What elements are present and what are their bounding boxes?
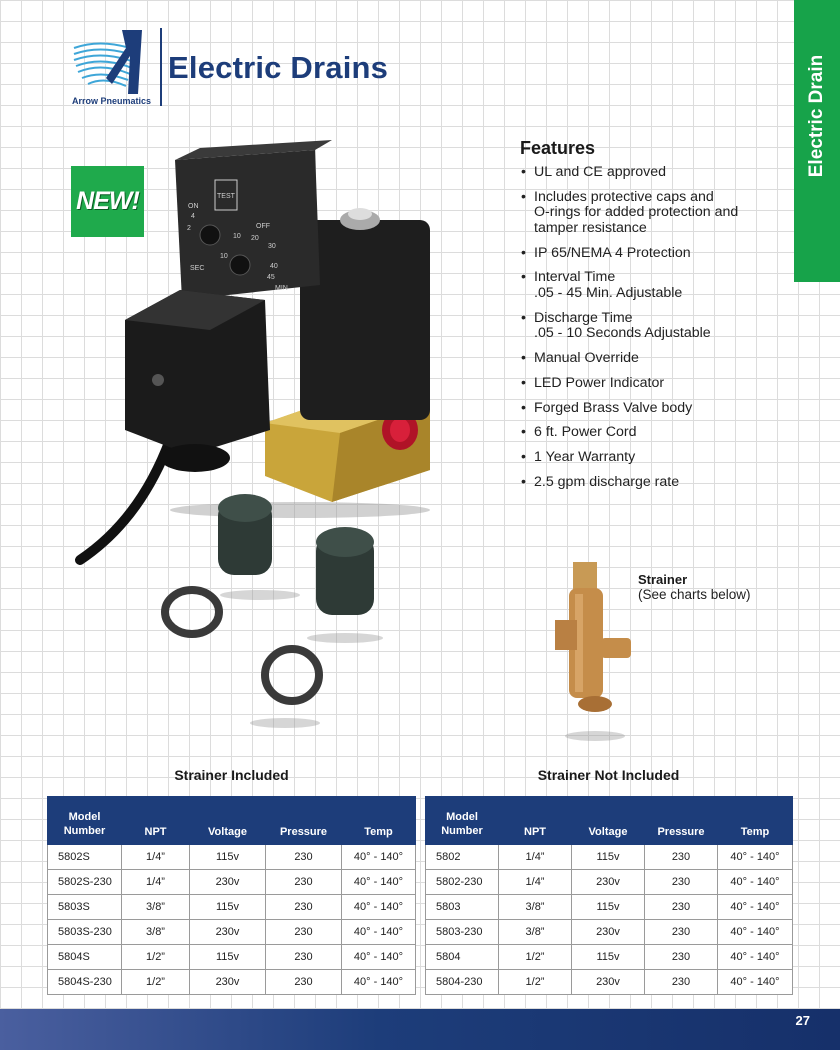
cell-model: 5804S-230 [48, 970, 122, 995]
cell-npt: 3/8” [122, 920, 190, 945]
table-row [48, 970, 416, 995]
col-header-model [48, 797, 122, 845]
cell-temp: 40° - 140° [342, 870, 416, 895]
timer-label-20: 20 [251, 235, 259, 242]
table-row [426, 920, 793, 945]
cell-temp: 40° - 140° [342, 895, 416, 920]
timer-label-min: MIN [275, 285, 288, 292]
cell-npt: 3/8” [499, 895, 572, 920]
col-header-voltage: Voltage [572, 797, 645, 845]
col-header-pressure: Pressure [266, 797, 342, 845]
timer-label-on: ON [188, 203, 199, 210]
cell-temp: 40° - 140° [342, 970, 416, 995]
table-row [48, 845, 416, 870]
cell-temp: 40° - 140° [718, 970, 793, 995]
feature-item: • UL and CE approved [520, 165, 790, 181]
cell-pressure: 230 [645, 895, 718, 920]
cell-voltage: 115v [572, 845, 645, 870]
feature-item: • Forged Brass Valve body [520, 401, 790, 417]
cell-voltage: 115v [190, 895, 266, 920]
cell-npt: 1/4” [499, 845, 572, 870]
cell-voltage: 230v [572, 970, 645, 995]
col-header-npt: NPT [499, 797, 572, 845]
feature-item: • IP 65/NEMA 4 Protection [520, 246, 790, 262]
cell-model: 5803-230 [426, 920, 499, 945]
features-heading: Features [520, 138, 596, 158]
cell-npt: 1/2” [122, 970, 190, 995]
cell-temp: 40° - 140° [342, 945, 416, 970]
cell-voltage: 230v [190, 870, 266, 895]
cell-npt: 1/4” [122, 845, 190, 870]
col-header-pressure: Pressure [645, 797, 718, 845]
cell-temp: 40° - 140° [718, 920, 793, 945]
strainer-not-included-table [425, 796, 793, 995]
col-header-temp: Temp [342, 797, 416, 845]
table-row [426, 970, 793, 995]
cell-temp: 40° - 140° [718, 945, 793, 970]
cell-temp: 40° - 140° [342, 920, 416, 945]
cell-pressure: 230 [266, 945, 342, 970]
cell-temp: 40° - 140° [718, 895, 793, 920]
table-row [48, 920, 416, 945]
cell-npt: 3/8” [499, 920, 572, 945]
cell-pressure: 230 [645, 920, 718, 945]
cell-voltage: 115v [572, 945, 645, 970]
table-header-row [426, 797, 793, 845]
cell-model: 5804S [48, 945, 122, 970]
cell-pressure: 230 [266, 895, 342, 920]
page-title: Electric Drains [168, 50, 389, 85]
strainer-included-table [47, 796, 416, 995]
timer-label-45: 45 [267, 274, 275, 281]
timer-label-10-sec: 10 [220, 253, 228, 260]
cell-npt: 1/4” [122, 870, 190, 895]
col-header-model-text: Model Number [441, 811, 483, 837]
cell-voltage: 230v [190, 970, 266, 995]
cell-pressure: 230 [645, 970, 718, 995]
feature-item: • LED Power Indicator [520, 376, 790, 392]
col-header-npt: NPT [122, 797, 190, 845]
feature-item: • Discharge Time .05 - 10 Seconds Adjustable [520, 311, 790, 342]
cell-pressure: 230 [266, 870, 342, 895]
cell-model: 5802S [48, 845, 122, 870]
cell-npt: 1/2” [499, 970, 572, 995]
cell-temp: 40° - 140° [718, 845, 793, 870]
cell-pressure: 230 [266, 845, 342, 870]
feature-item: • Interval Time .05 - 45 Min. Adjustable [520, 270, 790, 301]
cell-voltage: 115v [190, 845, 266, 870]
cell-voltage: 115v [190, 945, 266, 970]
cell-voltage: 115v [572, 895, 645, 920]
strainer-title: Strainer [638, 572, 688, 587]
table-header-row [48, 797, 416, 845]
cell-voltage: 230v [190, 920, 266, 945]
cell-pressure: 230 [645, 870, 718, 895]
feature-item: • 2.5 gpm discharge rate [520, 475, 790, 491]
cell-pressure: 230 [645, 945, 718, 970]
cell-npt: 1/2” [499, 945, 572, 970]
col-header-voltage: Voltage [190, 797, 266, 845]
feature-item: • Manual Override [520, 351, 790, 367]
cell-model: 5804-230 [426, 970, 499, 995]
cell-pressure: 230 [266, 920, 342, 945]
timer-label-sec: SEC [190, 265, 205, 272]
col-header-model [426, 797, 499, 845]
cell-voltage: 230v [572, 920, 645, 945]
strainer-not-included-heading: Strainer Not Included [537, 767, 680, 783]
cell-model: 5803S-230 [48, 920, 122, 945]
timer-label-test: TEST [217, 193, 235, 200]
section-side-tab [794, 0, 840, 282]
table-row [426, 945, 793, 970]
table-row [48, 895, 416, 920]
col-header-temp: Temp [718, 797, 793, 845]
timer-label-10: 10 [233, 233, 241, 240]
cell-model: 5803S [48, 895, 122, 920]
table-row [48, 945, 416, 970]
timer-label-30: 30 [268, 243, 276, 250]
strainer-note: (See charts below) [638, 587, 751, 602]
cell-voltage: 230v [572, 870, 645, 895]
cell-pressure: 230 [266, 970, 342, 995]
cell-npt: 3/8” [122, 895, 190, 920]
features-list [520, 165, 790, 500]
feature-item: • 1 Year Warranty [520, 450, 790, 466]
cell-model: 5803 [426, 895, 499, 920]
feature-item: • 6 ft. Power Cord [520, 425, 790, 441]
cell-model: 5802-230 [426, 870, 499, 895]
feature-item: • Includes protective caps and O-rings for added protection and tamper resistance [520, 190, 790, 237]
col-header-model-text: Model Number [63, 811, 106, 837]
cell-pressure: 230 [645, 845, 718, 870]
table-row [426, 845, 793, 870]
cell-temp: 40° - 140° [718, 870, 793, 895]
side-tab-label: Electric Drain [806, 54, 827, 178]
cell-model: 5804 [426, 945, 499, 970]
cell-model: 5802 [426, 845, 499, 870]
new-badge: NEW! [71, 166, 144, 237]
table-row [426, 895, 793, 920]
cell-temp: 40° - 140° [342, 845, 416, 870]
table-row [426, 870, 793, 895]
timer-label-40: 40 [270, 263, 278, 270]
cell-npt: 1/4” [499, 870, 572, 895]
cell-model: 5802S-230 [48, 870, 122, 895]
brand-name: Arrow Pneumatics [72, 96, 152, 106]
timer-label-4: 4 [191, 213, 195, 220]
strainer-included-heading: Strainer Included [174, 767, 289, 783]
timer-label-off: OFF [256, 223, 270, 230]
table-row [48, 870, 416, 895]
cell-npt: 1/2” [122, 945, 190, 970]
logo-divider [160, 28, 162, 106]
page-number: 27 [795, 1013, 810, 1028]
strainer-image [545, 558, 645, 748]
footer-bar [0, 1009, 840, 1050]
timer-label-2: 2 [187, 225, 191, 232]
